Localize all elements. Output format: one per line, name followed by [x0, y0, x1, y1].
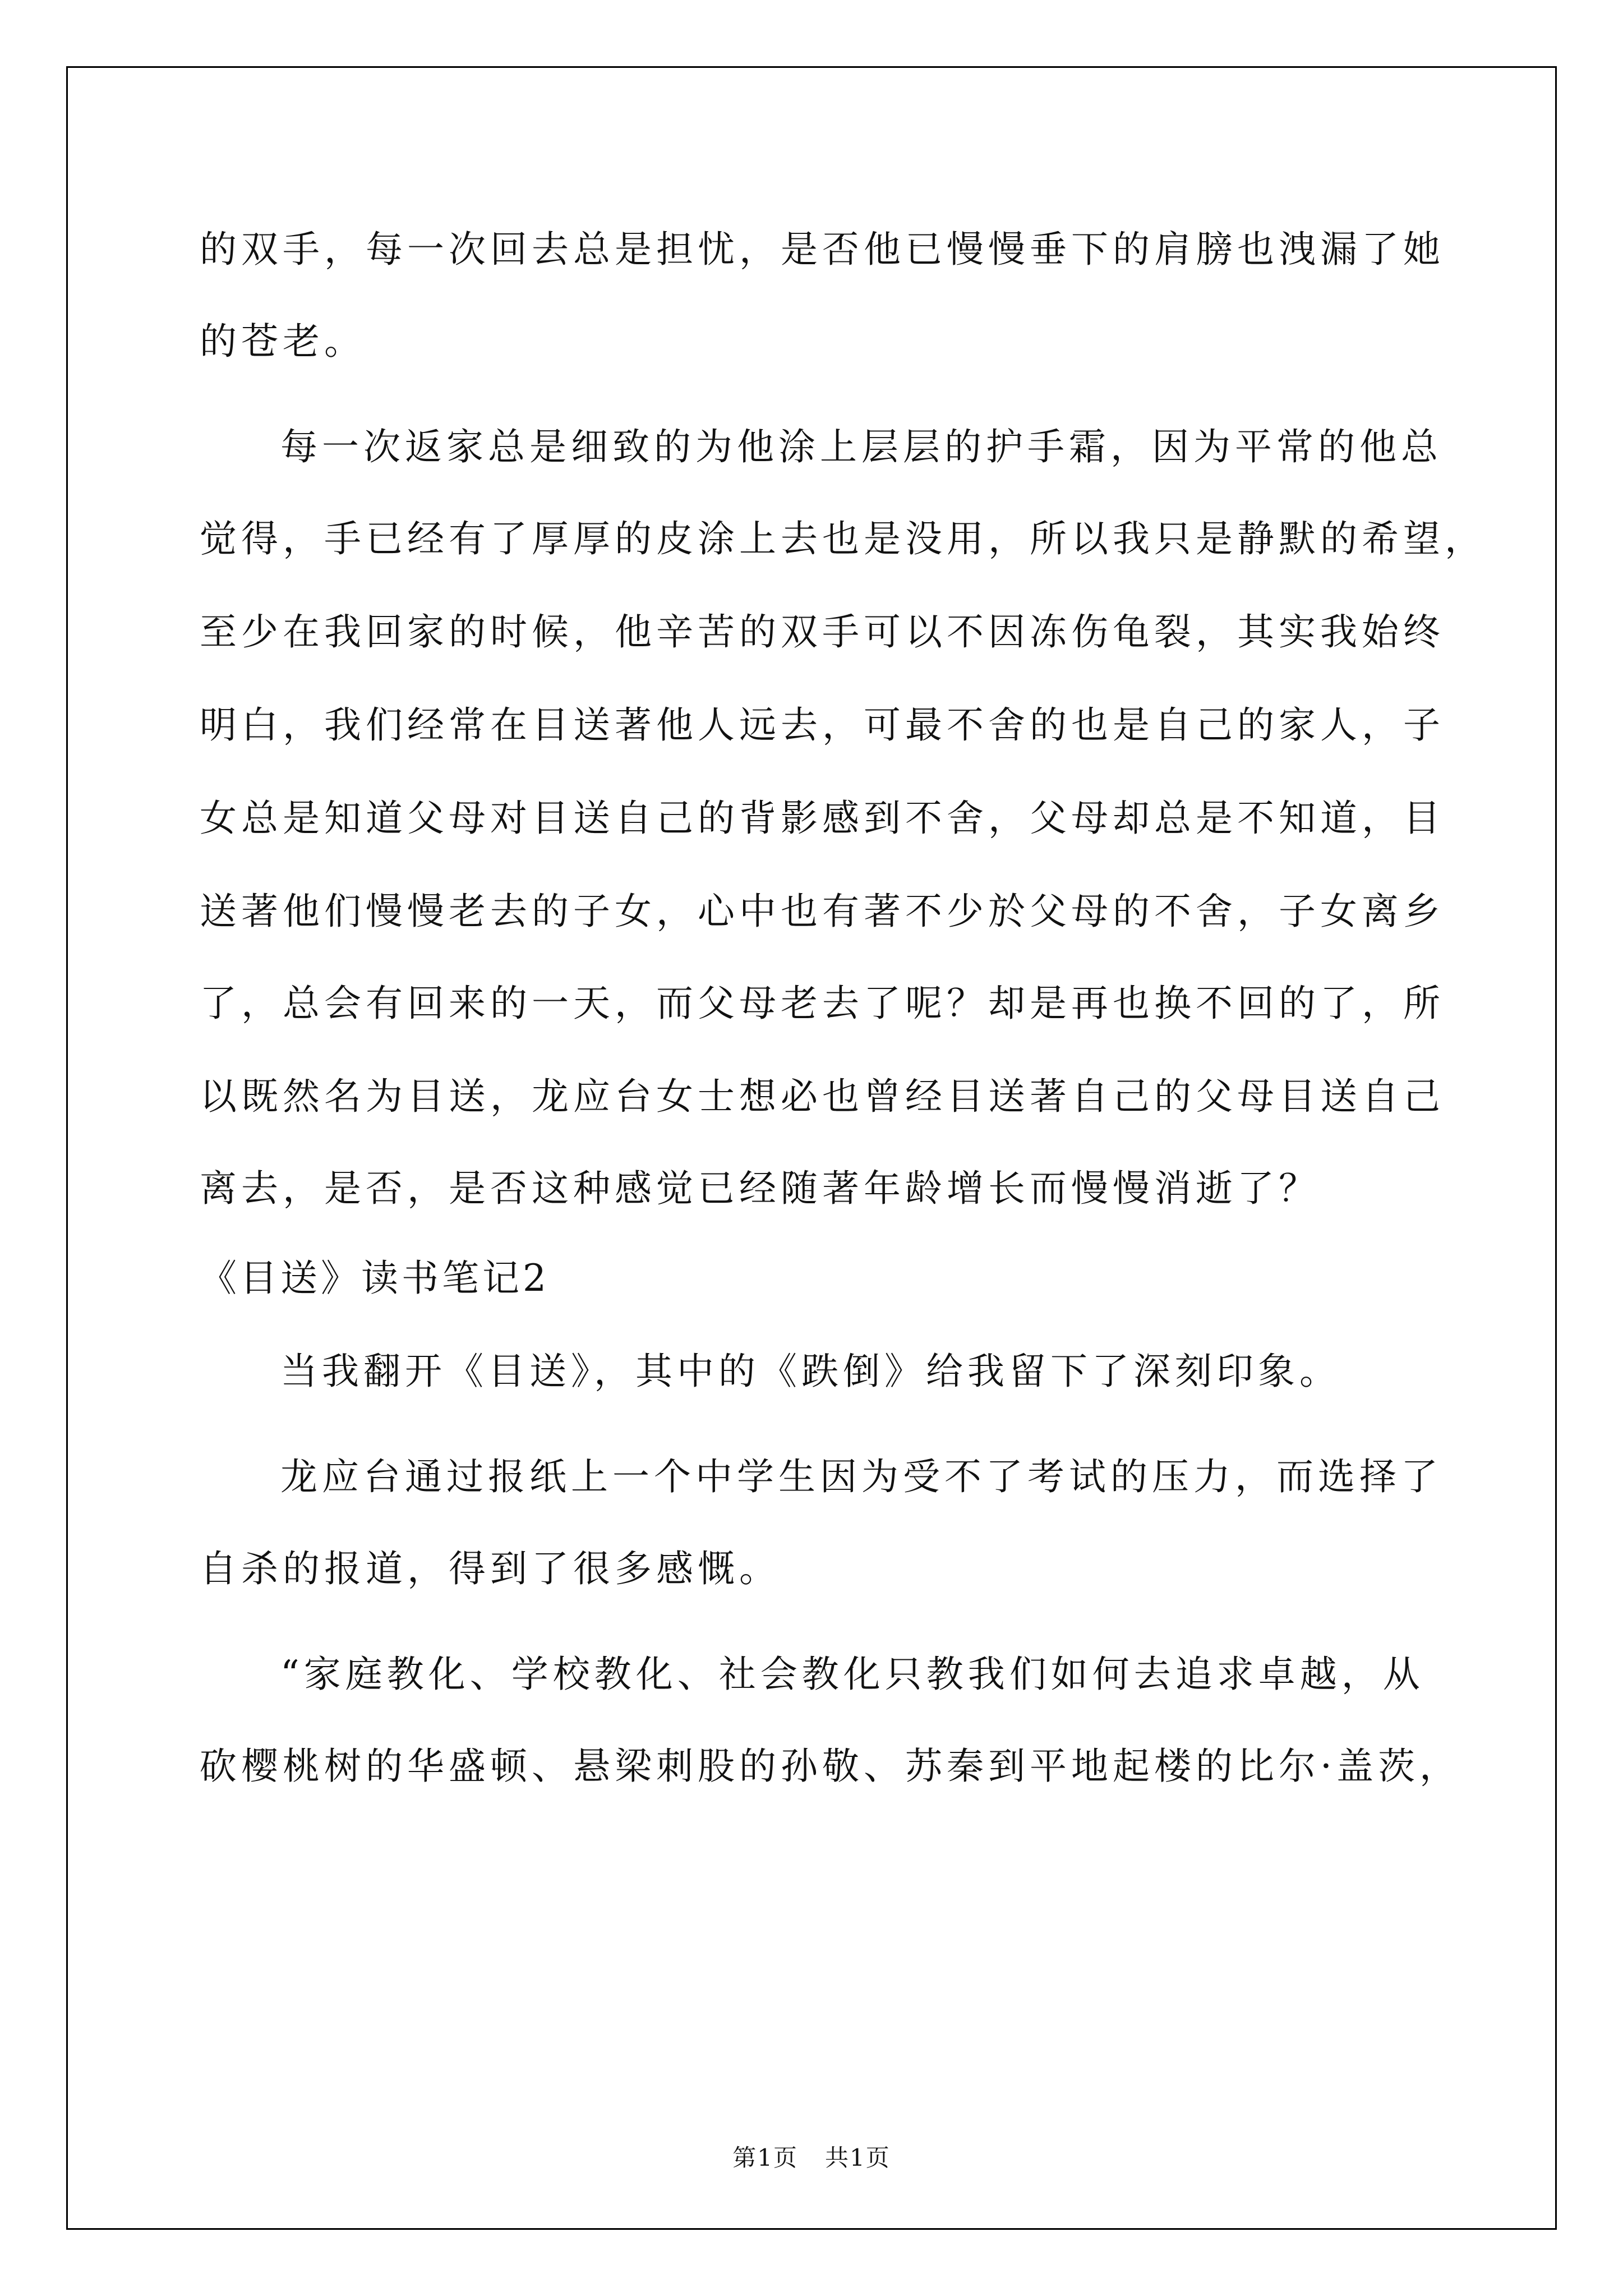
text-line: 以既然名为目送，龙应台女士想必也曾经目送著自己的父母目送自己: [200, 1075, 1445, 1118]
text-line: 自杀的报道，得到了很多感慨。: [200, 1547, 781, 1590]
page-border: [66, 66, 1557, 2230]
text-line: 觉得，手已经有了厚厚的皮涂上去也是没用，所以我只是静默的希望，: [200, 517, 1486, 560]
text-line: 龙应台通过报纸上一个中学生因为受不了考试的压力，而选择了: [280, 1455, 1442, 1498]
text-line: 了，总会有回来的一天，而父母老去了呢？却是再也换不回的了，所: [200, 982, 1445, 1025]
text-line: 当我翻开《目送》，其中的《跌倒》给我留下了深刻印象。: [280, 1350, 1341, 1393]
text-line: 离去，是否，是否这种感觉已经随著年龄增长而慢慢消逝了？: [200, 1167, 1320, 1210]
text-line: 砍樱桃树的华盛顿、悬梁刺股的孙敬、苏秦到平地起楼的比尔·盖茨，: [200, 1745, 1461, 1788]
page-current: 第1页: [732, 2144, 798, 2171]
text-line: 的苍老。: [200, 320, 366, 363]
page-total: 共1页: [825, 2144, 891, 2171]
section-heading: 《目送》读书笔记2: [200, 1257, 550, 1300]
text-line: 女总是知道父母对目送自己的背影感到不舍，父母却总是不知道，目: [200, 797, 1445, 840]
text-line: 送著他们慢慢老去的子女，心中也有著不少於父母的不舍，子女离乡: [200, 890, 1445, 933]
text-line: “家庭教化、学校教化、社会教化只教我们如何去追求卓越，从: [280, 1653, 1424, 1696]
text-line: 至少在我回家的时候，他辛苦的双手可以不因冻伤龟裂，其实我始终: [200, 610, 1445, 654]
text-line: 的双手，每一次回去总是担忧，是否他已慢慢垂下的肩膀也洩漏了她: [200, 228, 1445, 271]
text-line: 每一次返家总是细致的为他涂上层层的护手霜，因为平常的他总: [280, 425, 1442, 468]
page-footer: [0, 2144, 1623, 2172]
text-line: 明白，我们经常在目送著他人远去，可最不舍的也是自己的家人，子: [200, 703, 1445, 747]
